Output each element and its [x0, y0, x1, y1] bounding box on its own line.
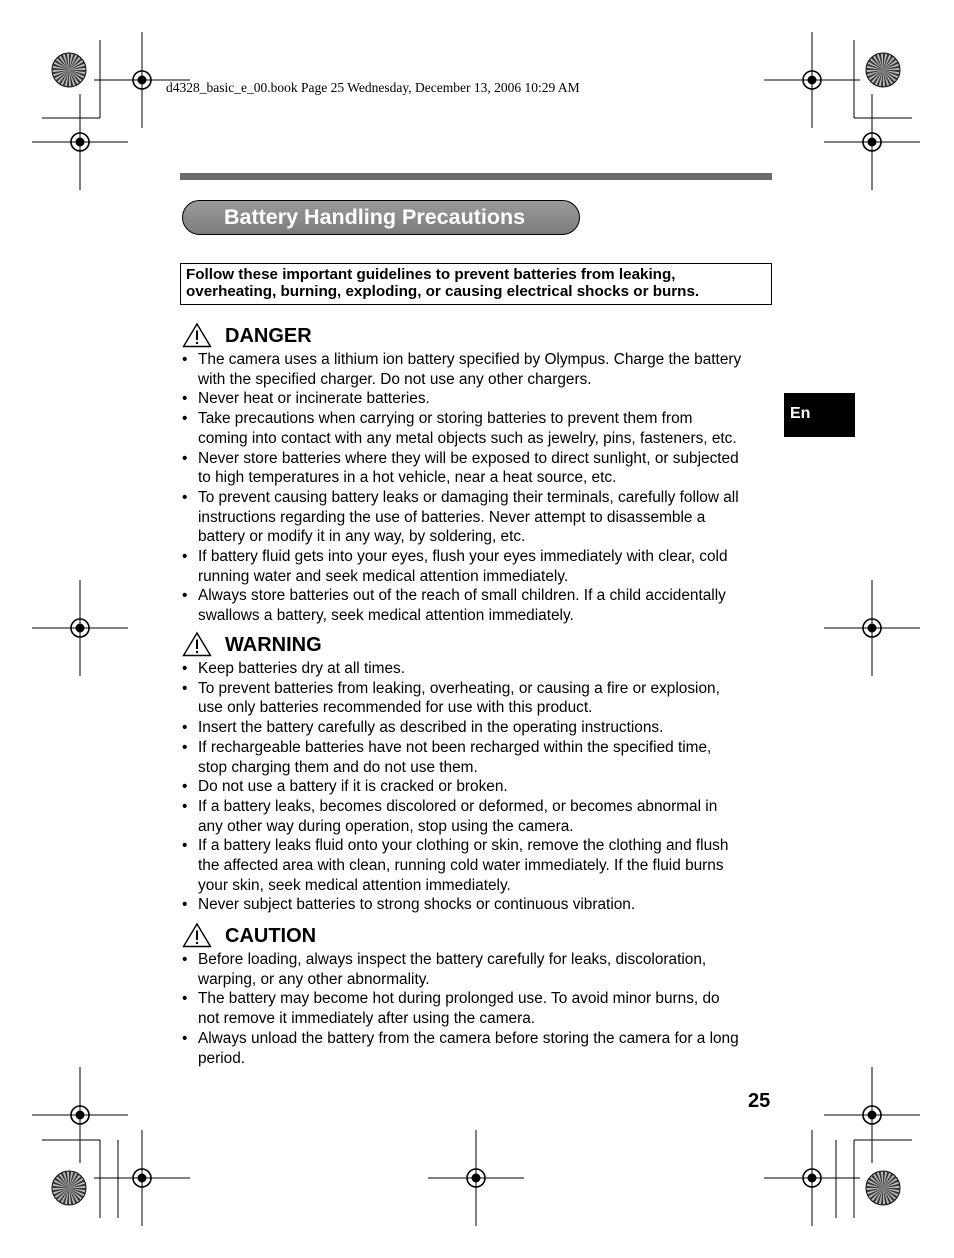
warning-triangle-icon: [182, 322, 212, 348]
bullet-marker: •: [182, 410, 188, 428]
notice-box: [180, 263, 772, 305]
list-item-line: swallows a battery, seek medical attention immediately.: [198, 607, 574, 625]
warning-triangle-icon: [182, 631, 212, 657]
list-item: [180, 797, 780, 836]
list-item: [180, 409, 780, 448]
top-rule: [180, 173, 772, 180]
list-item-line: To prevent causing battery leaks or damaging their terminals, carefully follow all: [198, 488, 739, 506]
list-item-line: the affected area with clean, running cold water immediately. If the fluid burns: [198, 857, 724, 875]
list-item-line: battery or modify it in any way, by soldering, etc.: [198, 528, 526, 546]
list-item: [180, 836, 780, 895]
list-item: [180, 586, 780, 625]
list-item-line: Before loading, always inspect the battery carefully for leaks, discoloration,: [198, 951, 707, 968]
precaution-list: [180, 659, 780, 915]
list-item-line: running water and seek medical attention immediately.: [198, 567, 569, 585]
list-item-line: To prevent batteries from leaking, overheating, or causing a fire or explosion,: [198, 679, 720, 697]
list-item-line: If a battery leaks, becomes discolored or deformed, or becomes abnormal in: [198, 797, 718, 815]
danger-section: [180, 320, 780, 626]
list-item: [180, 950, 780, 989]
list-item-line: any other way during operation, stop using the camera.: [198, 817, 574, 835]
list-item: [180, 389, 780, 409]
bullet-marker: •: [182, 896, 188, 914]
list-item-line: If rechargeable batteries have not been recharged within the specified time,: [198, 738, 712, 756]
notice-line: Follow these important guidelines to prevent batteries from leaking,: [186, 266, 676, 283]
list-item-line: Never subject batteries to strong shocks or continuous vibration.: [198, 896, 636, 914]
bullet-marker: •: [182, 797, 188, 815]
section-heading: CAUTION: [225, 925, 317, 947]
list-item: [180, 989, 780, 1028]
list-item-line: Never store batteries where they will be exposed to direct sunlight, or subjected: [198, 449, 739, 467]
bullet-marker: •: [182, 778, 188, 796]
list-item-line: If battery fluid gets into your eyes, flush your eyes immediately with clear, cold: [198, 548, 728, 566]
list-item: [180, 659, 780, 679]
bullet-marker: •: [182, 351, 188, 368]
section-heading: DANGER: [225, 325, 312, 347]
list-item-line: Never heat or incinerate batteries.: [198, 390, 430, 408]
bullet-marker: •: [182, 738, 188, 756]
caution-section: [180, 920, 780, 1068]
list-item: [180, 547, 780, 586]
bullet-marker: •: [182, 679, 188, 697]
list-item-line: coming into contact with any metal objects such as jewelry, pins, fasteners, etc.: [198, 429, 737, 447]
bullet-marker: •: [182, 660, 188, 677]
bullet-marker: •: [182, 488, 188, 506]
bullet-marker: •: [182, 951, 188, 968]
page-number: 25: [748, 1090, 771, 1112]
bullet-marker: •: [182, 548, 188, 566]
list-item: [180, 350, 780, 389]
list-item: [180, 777, 780, 797]
list-item-line: use only batteries recommended for use with this product.: [198, 699, 593, 717]
section-heading: WARNING: [225, 634, 322, 656]
bullet-marker: •: [182, 837, 188, 855]
language-tab: En: [784, 393, 855, 437]
list-item: [180, 895, 780, 915]
precaution-list: [180, 950, 780, 1068]
list-item: [180, 738, 780, 777]
list-item-line: The battery may become hot during prolonged use. To avoid minor burns, do: [198, 990, 720, 1008]
list-item-line: Do not use a battery if it is cracked or broken.: [198, 778, 508, 796]
list-item-line: Always store batteries out of the reach of small children. If a child accidentally: [198, 587, 726, 605]
list-item: [180, 488, 780, 547]
list-item-line: stop charging them and do not use them.: [198, 758, 478, 776]
bullet-marker: •: [182, 719, 188, 737]
title-banner: [182, 200, 580, 235]
bullet-marker: •: [182, 990, 188, 1008]
list-item-line: your skin, seek medical attention immediately.: [198, 876, 511, 894]
list-item-line: Keep batteries dry at all times.: [198, 660, 406, 677]
list-item: [180, 1029, 780, 1068]
section-header: [180, 920, 780, 950]
notice-line: overheating, burning, exploding, or causing electrical shocks or burns.: [186, 282, 700, 300]
section-header: [180, 629, 780, 659]
list-item-line: period.: [198, 1049, 246, 1067]
list-item-line: If a battery leaks fluid onto your clothing or skin, remove the clothing and flush: [198, 837, 729, 855]
list-item: [180, 679, 780, 718]
section-header: [180, 320, 780, 350]
page-title: Battery Handling Precautions: [224, 205, 526, 229]
list-item-line: not remove it immediately after using the camera.: [198, 1010, 536, 1028]
list-item-line: The camera uses a lithium ion battery specified by Olympus. Charge the battery: [198, 351, 742, 368]
book-file-header: d4328_basic_e_00.book Page 25 Wednesday, December 13, 2006 10:29 AM: [166, 80, 580, 95]
bullet-marker: •: [182, 587, 188, 605]
list-item-line: Insert the battery carefully as described in the operating instructions.: [198, 719, 664, 737]
list-item: [180, 718, 780, 738]
bullet-marker: •: [182, 449, 188, 467]
list-item-line: Take precautions when carrying or storing batteries to prevent them from: [198, 410, 693, 428]
warning-triangle-icon: [182, 922, 212, 948]
list-item: [180, 449, 780, 488]
list-item-line: to high temperatures in a hot vehicle, near a heat source, etc.: [198, 469, 617, 487]
list-item-line: warping, or any other abnormality.: [198, 970, 430, 988]
bullet-marker: •: [182, 390, 188, 408]
list-item-line: instructions regarding the use of batteries. Never attempt to disassemble a: [198, 508, 706, 526]
list-item-line: with the specified charger. Do not use any other chargers.: [198, 370, 592, 388]
precaution-list: [180, 350, 780, 626]
list-item-line: Always unload the battery from the camera before storing the camera for a long: [198, 1029, 739, 1047]
bullet-marker: •: [182, 1029, 188, 1047]
warning-section: [180, 629, 780, 915]
